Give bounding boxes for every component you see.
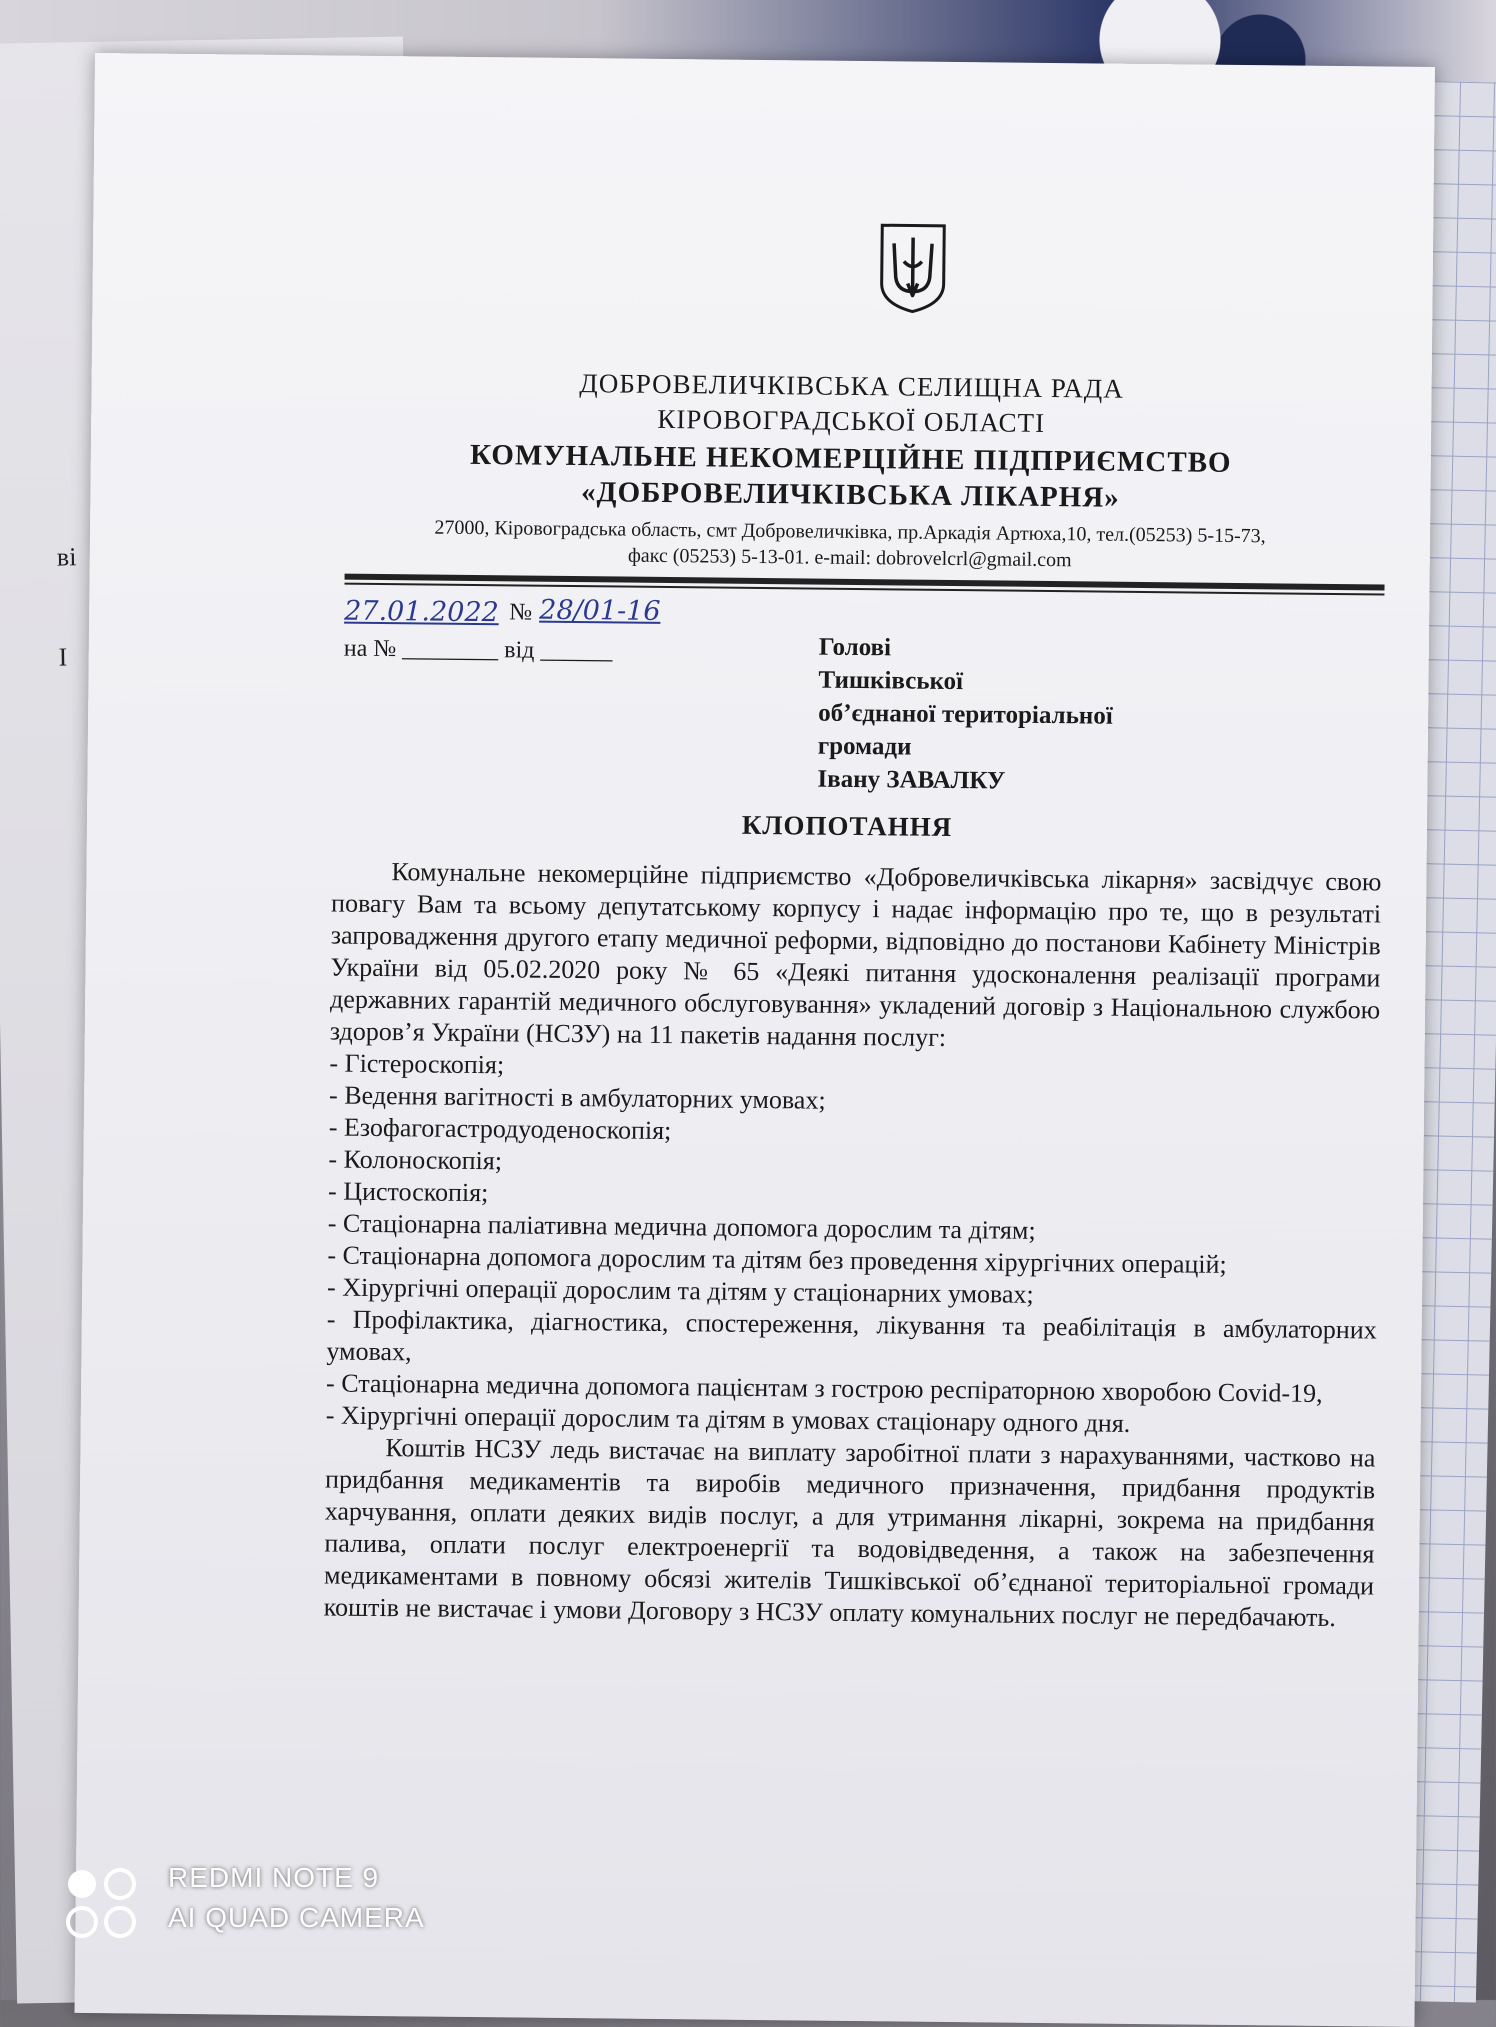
intro-paragraph: Комунальне некомерційне підприємство «Добровеличківська лікарня» засвідчує свою повагу Вам та всьому депутатському корпусу і надає інформацію про те, що в результаті запровадження другого етапу медичної реформи, відповідно до постанови Кабінету Міністрів України від 05.02.2020 року № 65 «Деякі питання удосконалення реалізації програми державних гарантій медичного обслуговування» укладений договір з Національною службою здоров’я України (НСЗУ) на 11 пакетів надання послуг: (329, 857, 1382, 1052)
reply-reference-line: на № ________ від ______ (343, 635, 613, 665)
service-item: - Колоноскопія; (328, 1144, 503, 1176)
service-item: - Стаціонарна допомога дорослим та дітям без проведення хірургічних операцій; (327, 1240, 1227, 1279)
letter-content (279, 155, 1429, 1633)
letterhead-council: ДОБРОВЕЛИЧКІВСЬКА СЕЛИЩНА РАДА (579, 368, 1124, 404)
trident-coat-of-arms-icon (877, 221, 948, 314)
watermark-camera: AI QUAD CAMERA (168, 1902, 425, 1933)
service-item: - Ведення вагітності в амбулаторних умовах; (328, 1080, 826, 1115)
letterhead-hospital-name: «ДОБРОВЕЛИЧКІВСЬКА ЛІКАРНЯ» (580, 476, 1120, 514)
addressee-line: Тишківської (818, 666, 964, 696)
funding-paragraph: Коштів НСЗУ ледь вистачає на виплату заробітної плати з нарахуваннями, частково на придбання медикаментів та виробів медичного призначення, придбання продуктів харчування, оплати деяких видів послуг, а для утримання лікарні, зокрема на придбання палива, оплати послуг електроенергії та водовідведення, а також на забезпечення медикаментами в повному обсязі жителів Тишківської об’єднаної територіальної громади коштів не вистачає і умови Договору з НСЗУ оплату комунальних послуг не передбачають. (323, 1433, 1376, 1633)
service-item: - Гістероскопія; (329, 1048, 505, 1080)
outgoing-date: 27.01.2022 (344, 595, 499, 629)
addressee-line: об’єднаної територіальної (818, 699, 1113, 730)
service-item: - Цистоскопія; (327, 1176, 489, 1208)
watermark-model: REDMI NOTE 9 (168, 1862, 380, 1893)
addressee-line: Івану ЗАВАЛКУ (817, 765, 1006, 795)
addressee-line: громади (817, 732, 912, 761)
outgoing-number: 28/01-16 (539, 594, 661, 627)
letter-body (324, 856, 1382, 1635)
service-item: - Стаціонарна паліативна медична допомога дорослим та дітям; (327, 1208, 1036, 1245)
service-item: - Хірургічні операції дорослим та дітям в умовах стаціонару одного дня. (325, 1400, 1131, 1438)
service-item: - Езофагогастродуоденоскопія; (328, 1112, 672, 1146)
letterhead-address: 27000, Кіровоградська область, смт Добровеличківка, пр.Аркадія Артюха,10, тел.(05253) 5-15-73, (434, 516, 1266, 548)
service-item: - Стаціонарна медична допомога пацієнтам з гострою респіраторною хворобою Covid-19, (325, 1368, 1323, 1408)
letter-sheet (75, 53, 1435, 2027)
number-label: № (509, 599, 533, 626)
letterhead-region: КІРОВОГРАДСЬКОЇ ОБЛАСТІ (657, 403, 1046, 438)
addressee-block (817, 631, 1113, 799)
services-list (326, 1047, 1380, 1442)
letterhead-enterprise: КОМУНАЛЬНЕ НЕКОМЕРЦІЙНЕ ПІДПРИЄМСТВО (469, 438, 1232, 479)
service-item: - Хірургічні операції дорослим та дітям у стаціонарних умовах; (326, 1272, 1034, 1309)
left-paper-fragment: І (58, 642, 68, 672)
document-title: КЛОПОТАННЯ (741, 809, 953, 843)
addressee-line: Голові (818, 633, 892, 662)
camera-watermark (168, 1858, 425, 1938)
left-paper-fragment: ві (56, 542, 77, 572)
camera-dual-lens-icon (62, 1862, 142, 1942)
letterhead-contacts: факс (05253) 5-13-01. e-mail: dobrovelcrl@gmail.com (627, 544, 1072, 572)
service-item: - Профілактика, діагностика, спостереження, лікування та реабілітація в амбулаторних умовах, (326, 1304, 1377, 1367)
